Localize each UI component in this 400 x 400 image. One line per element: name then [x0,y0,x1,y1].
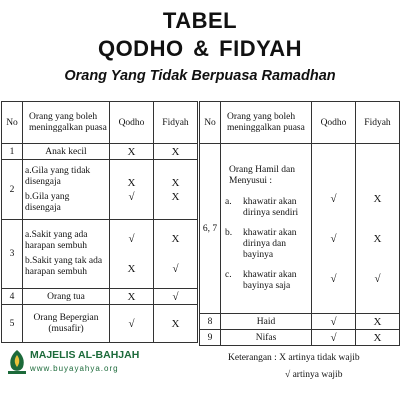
brand-url: www.buyayahya.org [30,364,119,373]
row-no: 9 [200,330,221,346]
qodho-mark: X [110,289,154,305]
header-person: Orang yang boleh meninggalkan puasa [221,102,312,144]
table-row [200,144,400,314]
qodho-mark-c: √ [330,272,337,285]
legend-row-x [228,350,360,367]
legend [228,350,360,384]
row-no: 4 [2,289,23,305]
qodho-mark-a: √ [330,192,337,205]
fidyah-mark [154,220,198,289]
left-table [1,101,198,343]
subitem-text: khawatir akan dirinya sendiri [243,197,299,218]
row-subitem: b.Sakit yang tak ada harapan sembuh [25,256,103,277]
header-fidyah: Fidyah [356,102,400,144]
fidyah-mark: √ [154,289,198,305]
table-row [2,144,198,160]
fidyah-mark [356,144,400,314]
qodho-mark: √ [312,314,356,330]
brand-name: MAJELIS AL-BAHJAH [30,349,140,361]
brand-logo [6,345,156,381]
row-text: Orang tua [23,289,110,305]
row-no: 3 [2,220,23,289]
row-text [23,220,110,289]
qodho-mark-a: X [127,176,136,189]
fidyah-mark-b: √ [172,263,179,275]
row-text [23,160,110,220]
group-heading: Orang Hamil dan Menyusui : [229,165,295,186]
qodho-mark [110,220,154,289]
header-person: Orang yang boleh meninggalkan puasa [23,102,110,144]
page-subtitle: Orang Yang Tidak Berpuasa Ramadhan [64,68,336,84]
page-title-line2: QODHO & FIDYAH [97,36,303,61]
legend-row-check [228,367,360,384]
legend-check-text: √ artinya wajib [285,370,343,380]
row-subitem: a.Gila yang tidak disengaja [25,165,91,187]
fidyah-mark [154,160,198,220]
table-header-row [2,102,198,144]
row-text: Orang Bepergian (musafir) [23,305,110,343]
row-no: 8 [200,314,221,330]
table-row [2,220,198,289]
table-row [200,314,400,330]
qodho-mark-b: √ [128,190,135,203]
legend-label: Keterangan : [228,353,277,363]
subitem-text: khawatir akan dirinya dan bayinya [243,228,297,260]
header-fidyah: Fidyah [154,102,198,144]
page-title: TABEL [162,8,238,33]
row-no: 2 [2,160,23,220]
header-qodho: Qodho [312,102,356,144]
qodho-mark: √ [110,305,154,343]
fidyah-mark-a: X [373,192,382,205]
table-row [2,305,198,343]
row-text: Nifas [221,330,312,346]
fidyah-mark: X [356,330,400,346]
row-no: 1 [2,144,23,160]
qodho-mark-a: √ [128,233,135,245]
right-table [199,101,400,346]
subitem-text: khawatir akan bayinya saja [243,270,297,291]
row-subitem [225,197,309,219]
header-no: No [2,102,23,144]
qodho-mark-b: √ [330,232,337,245]
table-row [2,160,198,220]
row-no: 5 [2,305,23,343]
fidyah-mark-b: X [171,190,180,203]
header-qodho: Qodho [110,102,154,144]
fidyah-mark: X [154,144,198,160]
fidyah-mark-a: X [171,176,180,189]
row-text [221,144,312,314]
row-subitem: a.Sakit yang ada harapan sembuh [25,230,88,251]
subitem-label: a. [225,197,232,207]
table-row [200,330,400,346]
fidyah-mark-a: X [171,233,180,245]
fidyah-mark-b: X [373,232,382,245]
table-header-row [200,102,400,144]
qodho-mark: X [110,144,154,160]
bahjah-logo-icon [6,349,28,375]
row-subitem [225,228,309,261]
qodho-mark [110,160,154,220]
row-text: Haid [221,314,312,330]
fidyah-mark: X [154,305,198,343]
header-no: No [200,102,221,144]
fidyah-mark: X [356,314,400,330]
row-subitem [225,270,309,292]
qodho-mark [312,144,356,314]
table-row [2,289,198,305]
fidyah-mark-c: √ [374,272,381,285]
subitem-label: b. [225,228,233,238]
row-no: 6, 7 [200,144,221,314]
row-text: Anak kecil [23,144,110,160]
legend-x-text: X artinya tidak wajib [279,353,360,363]
row-subitem: b.Gila yang disengaja [25,191,70,213]
qodho-mark-b: X [127,263,136,275]
qodho-mark: √ [312,330,356,346]
subitem-label: c. [225,270,232,280]
